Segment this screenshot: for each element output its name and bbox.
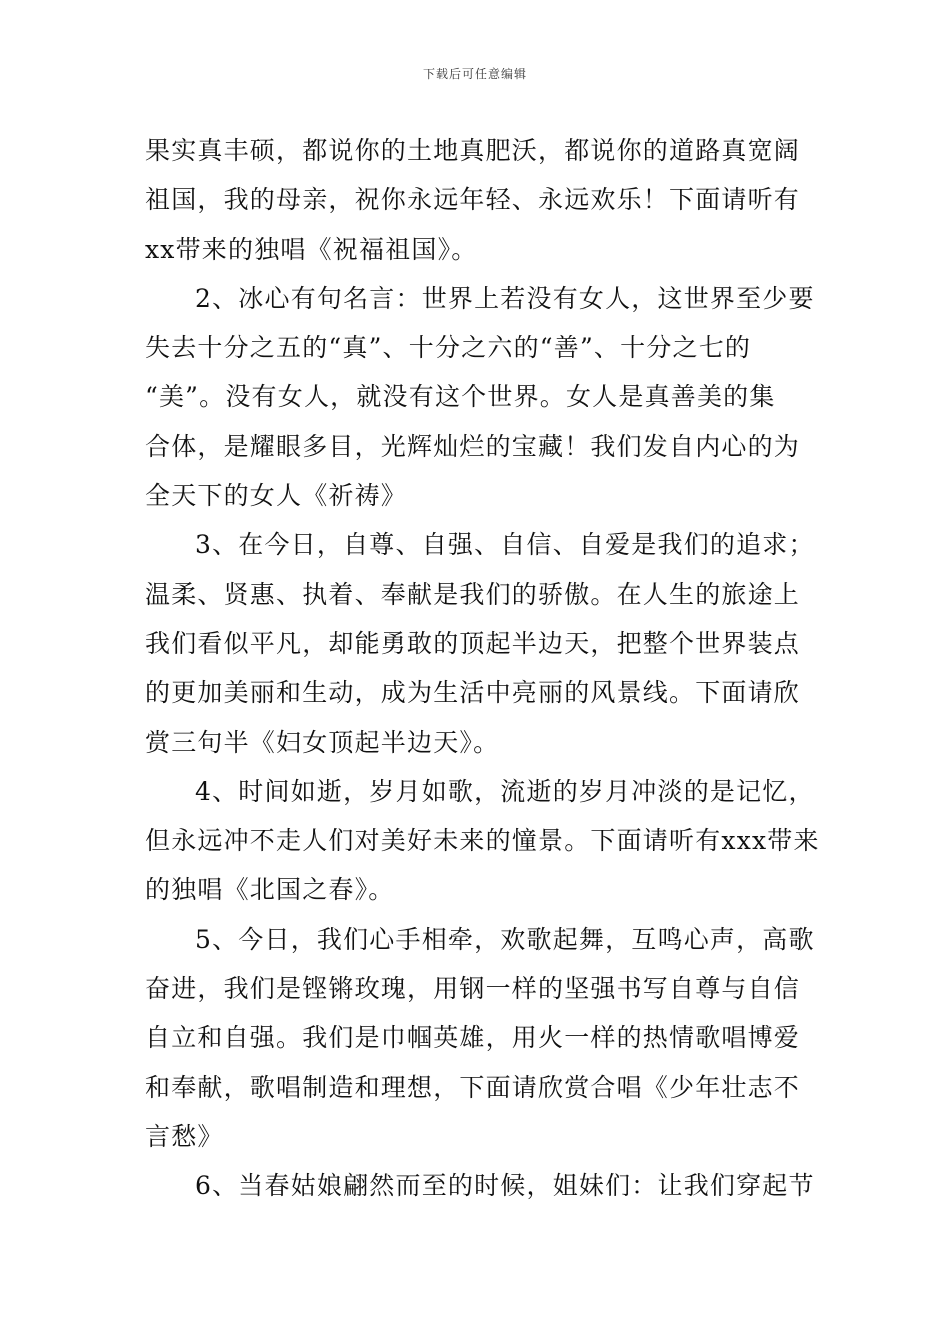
text-line: “美”。没有女人，就没有这个世界。女人是真善美的集 bbox=[145, 382, 776, 412]
paragraph-start-line: 6、当春姑娘翩然而至的时候，姐妹们：让我们穿起节 bbox=[195, 1171, 815, 1201]
text-line: 失去十分之五的“真”、十分之六的“善”、十分之七的 bbox=[145, 333, 752, 363]
text-line: 果实真丰硕，都说你的土地真肥沃，都说你的道路真宽阔 bbox=[145, 136, 801, 165]
text-line: 全天下的女人《祈祷》 bbox=[145, 481, 408, 511]
text-line: xx带来的独唱《祝福祖国》。 bbox=[145, 234, 478, 264]
paragraph-start-line: 3、在今日，自尊、自强、自信、自爱是我们的追求； bbox=[195, 530, 815, 560]
text-line: 我们看似平凡，却能勇敢的顶起半边天，把整个世界装点 bbox=[145, 628, 801, 658]
text-line: 温柔、贤惠、执着、奉献是我们的骄傲。在人生的旅途上 bbox=[145, 579, 801, 609]
paragraph-start-line: 2、冰心有句名言：世界上若没有女人，这世界至少要 bbox=[195, 283, 815, 313]
text-line: 祖国，我的母亲，祝你永远年轻、永远欢乐！下面请听有 bbox=[145, 185, 801, 215]
text-line: 合体，是耀眼多目，光辉灿烂的宝藏！我们发自内心的为 bbox=[145, 431, 801, 461]
page-header: 下载后可任意编辑 bbox=[422, 67, 527, 81]
text-line: 但永远冲不走人们对美好未来的憧景。下面请听有xxx带来 bbox=[145, 826, 820, 856]
text-line: 自立和自强。我们是巾帼英雄，用火一样的热情歌唱博爱 bbox=[145, 1023, 801, 1053]
text-line: 和奉献，歌唱制造和理想，下面请欣赏合唱《少年壮志不 bbox=[145, 1072, 801, 1102]
text-line: 赏三句半《妇女顶起半边天》。 bbox=[145, 727, 500, 757]
text-line: 的独唱《北国之春》。 bbox=[145, 875, 395, 905]
text-line: 奋进，我们是铿锵玫瑰，用钢一样的坚强书写自尊与自信 bbox=[145, 974, 801, 1004]
paragraph-start-line: 4、时间如逝，岁月如歌，流逝的岁月冲淡的是记忆， bbox=[195, 776, 815, 806]
document-body bbox=[145, 126, 820, 1211]
text-line: 的更加美丽和生动，成为生活中亮丽的风景线。下面请欣 bbox=[145, 678, 801, 708]
paragraph-start-line: 5、今日，我们心手相牵，欢歌起舞，互鸣心声，高歌 bbox=[195, 924, 815, 954]
text-line: 言愁》 bbox=[145, 1121, 224, 1151]
